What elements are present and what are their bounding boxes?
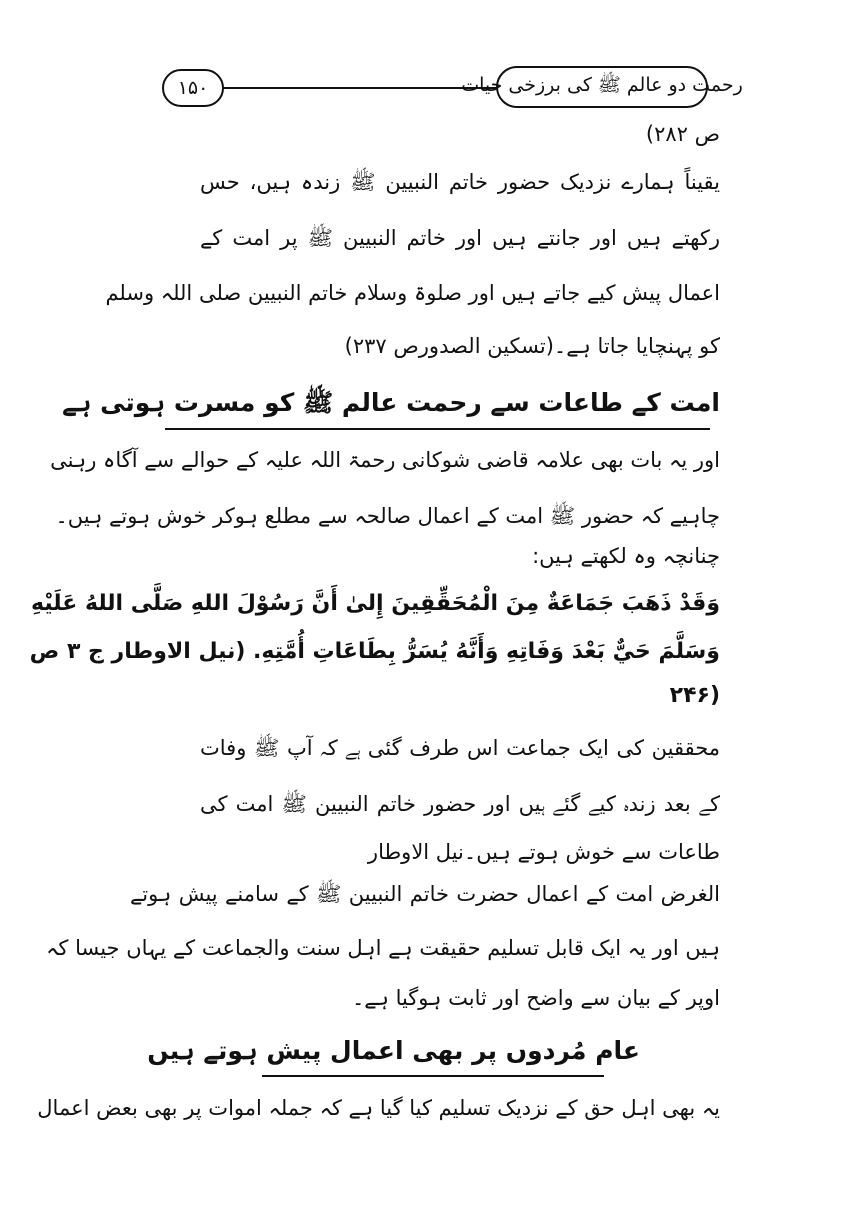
para2-line: چاہیے کہ حضور ﷺ امت کے اعمال صالحہ سے مطلع ہوکر خوش ہوتے ہیں۔ <box>55 504 720 528</box>
para3-line: طاعات سے خوش ہوتے ہیں۔نیل الاوطار <box>367 840 720 864</box>
arabic-quote-line: وَقَدْ ذَهَبَ جَمَاعَةٌ مِنَ الْمُحَقِّقِينَ إِلىٰ أَنَّ رَسُوْلَ اللهِ صَلَّى اللهُ عَلَيْهِ <box>30 591 720 616</box>
reference-continued: ص ۲۸۲) <box>645 122 720 146</box>
page-number-badge <box>162 69 224 107</box>
para1-line: یقیناً ہمارے نزدیک حضور خاتم النبیین ﷺ زندہ ہیں، حس <box>200 170 720 194</box>
section-heading: عام مُردوں پر بھی اعمال پیش ہوتے ہیں <box>147 1036 640 1065</box>
para1-line: رکھتے ہیں اور جانتے ہیں اور خاتم النبیین ﷺ پر امت کے <box>200 226 720 250</box>
para4-line: الغرض امت کے اعمال حضرت خاتم النبیین ﷺ کے سامنے پیش ہوتے <box>130 882 720 906</box>
para5-line: یہ بھی اہل حق کے نزدیک تسلیم کیا گیا ہے کہ جملہ اموات پر بھی بعض اعمال <box>37 1096 720 1120</box>
para4-line: ہیں اور یہ ایک قابل تسلیم حقیقت ہے اہل سنت والجماعت کے یہاں جیسا کہ <box>46 936 720 960</box>
page-number: ۱۵۰ <box>177 77 209 99</box>
para2-line: چنانچہ وہ لکھتے ہیں: <box>532 544 720 568</box>
para3-line: کے بعد زندہ کیے گئے ہیں اور حضور خاتم النبیین ﷺ امت کی <box>200 792 720 816</box>
heading-underline <box>165 428 710 430</box>
arabic-quote-line: ۲۴۶) <box>669 683 720 708</box>
para1-line: کو پہنچایا جاتا ہے۔(تسکین الصدورص ۲۳۷) <box>344 334 720 358</box>
heading-underline <box>262 1075 604 1077</box>
para4-line: اوپر کے بیان سے واضح اور ثابت ہوگیا ہے۔ <box>351 986 720 1010</box>
para3-line: محققین کی ایک جماعت اس طرف گئی ہے کہ آپ ﷺ وفات <box>200 736 720 760</box>
para1-line: اعمال پیش کیے جاتے ہیں اور صلوۃ وسلام خاتم النبیین صلی اللہ وسلم <box>105 281 720 305</box>
section-heading: امت کے طاعات سے رحمت عالم ﷺ کو مسرت ہوتی ہے <box>62 388 720 417</box>
running-title-badge <box>461 66 743 108</box>
para2-line: اور یہ بات بھی علامہ قاضی شوکانی رحمۃ اللہ علیہ کے حوالے سے آگاہ رہنی <box>50 448 720 472</box>
running-title: رحمت دو عالم ﷺ کی برزخی حیات <box>461 74 743 96</box>
arabic-quote-line: وَسَلَّمَ حَيٌّ بَعْدَ وَفَاتِهِ وَأَنَّهُ يُسَرُّ بِطَاعَاتِ أُمَّتِهِ. (نيل الاوطار ج ۳ ص <box>29 639 720 664</box>
